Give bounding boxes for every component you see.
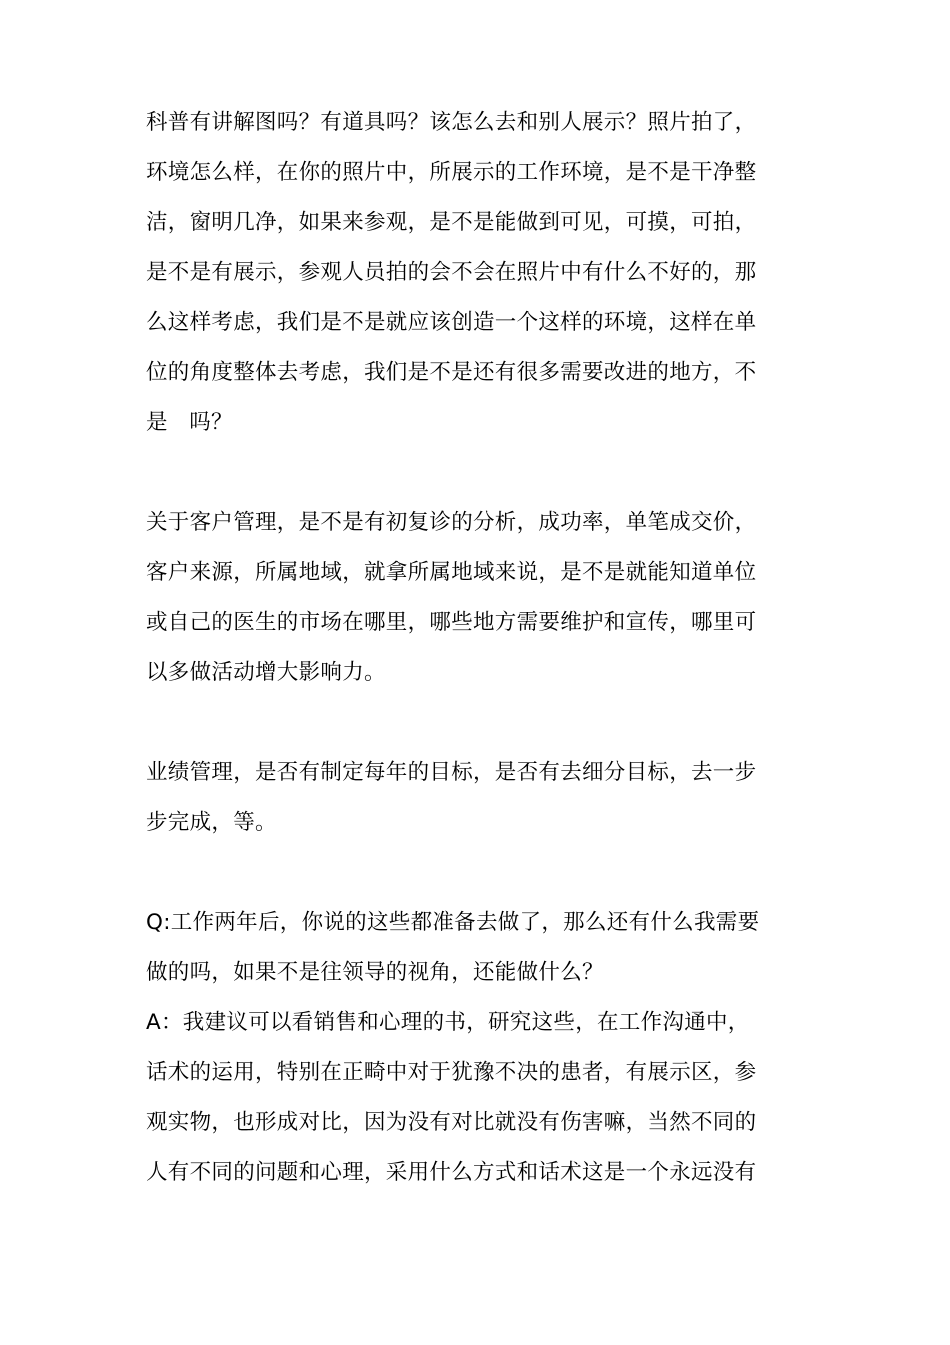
text-line: 科普有讲解图吗？有道具吗？该怎么去和别人展示？照片拍了， (146, 110, 757, 135)
text-line: 客户来源，所属地域，就拿所属地域来说，是不是就能知道单位 (146, 560, 757, 585)
text-line: 是 吗？ (146, 410, 233, 435)
question-line: 做的吗，如果不是往领导的视角，还能做什么？ (146, 960, 604, 985)
paragraph-customer-management (146, 498, 826, 698)
text-line: 是不是有展示，参观人员拍的会不会在照片中有什么不好的，那 (146, 260, 757, 285)
text-line: 洁，窗明几净，如果来参观，是不是能做到可见，可摸，可拍， (146, 210, 757, 235)
text-line: 步完成，等。 (146, 810, 277, 835)
paragraph-science-display (146, 98, 826, 448)
paragraph-performance-management (146, 748, 826, 848)
paragraph-gap (146, 848, 826, 898)
text-line: 位的角度整体去考虑，我们是不是还有很多需要改进的地方，不 (146, 360, 757, 385)
document-page (146, 98, 826, 1198)
text-line: 关于客户管理，是不是有初复诊的分析，成功率，单笔成交价， (146, 510, 757, 535)
paragraph-qa (146, 898, 826, 1198)
answer-line: A：我建议可以看销售和心理的书，研究这些，在工作沟通中， (146, 1010, 750, 1035)
answer-line: 人有不同的问题和心理，采用什么方式和话术这是一个永远没有 (146, 1160, 757, 1185)
question-line: Q:工作两年后，你说的这些都准备去做了，那么还有什么我需要 (146, 910, 760, 935)
answer-line: 观实物，也形成对比，因为没有对比就没有伤害嘛，当然不同的 (146, 1110, 757, 1135)
text-line: 业绩管理，是否有制定每年的目标，是否有去细分目标，去一步 (146, 760, 757, 785)
text-line: 以多做活动增大影响力。 (146, 660, 386, 685)
answer-line: 话术的运用，特别在正畸中对于犹豫不决的患者，有展示区，参 (146, 1060, 757, 1085)
text-line: 环境怎么样，在你的照片中，所展示的工作环境，是不是干净整 (146, 160, 757, 185)
text-line: 么这样考虑，我们是不是就应该创造一个这样的环境，这样在单 (146, 310, 757, 335)
text-line: 或自己的医生的市场在哪里，哪些地方需要维护和宣传，哪里可 (146, 610, 757, 635)
paragraph-gap (146, 448, 826, 498)
paragraph-gap (146, 698, 826, 748)
